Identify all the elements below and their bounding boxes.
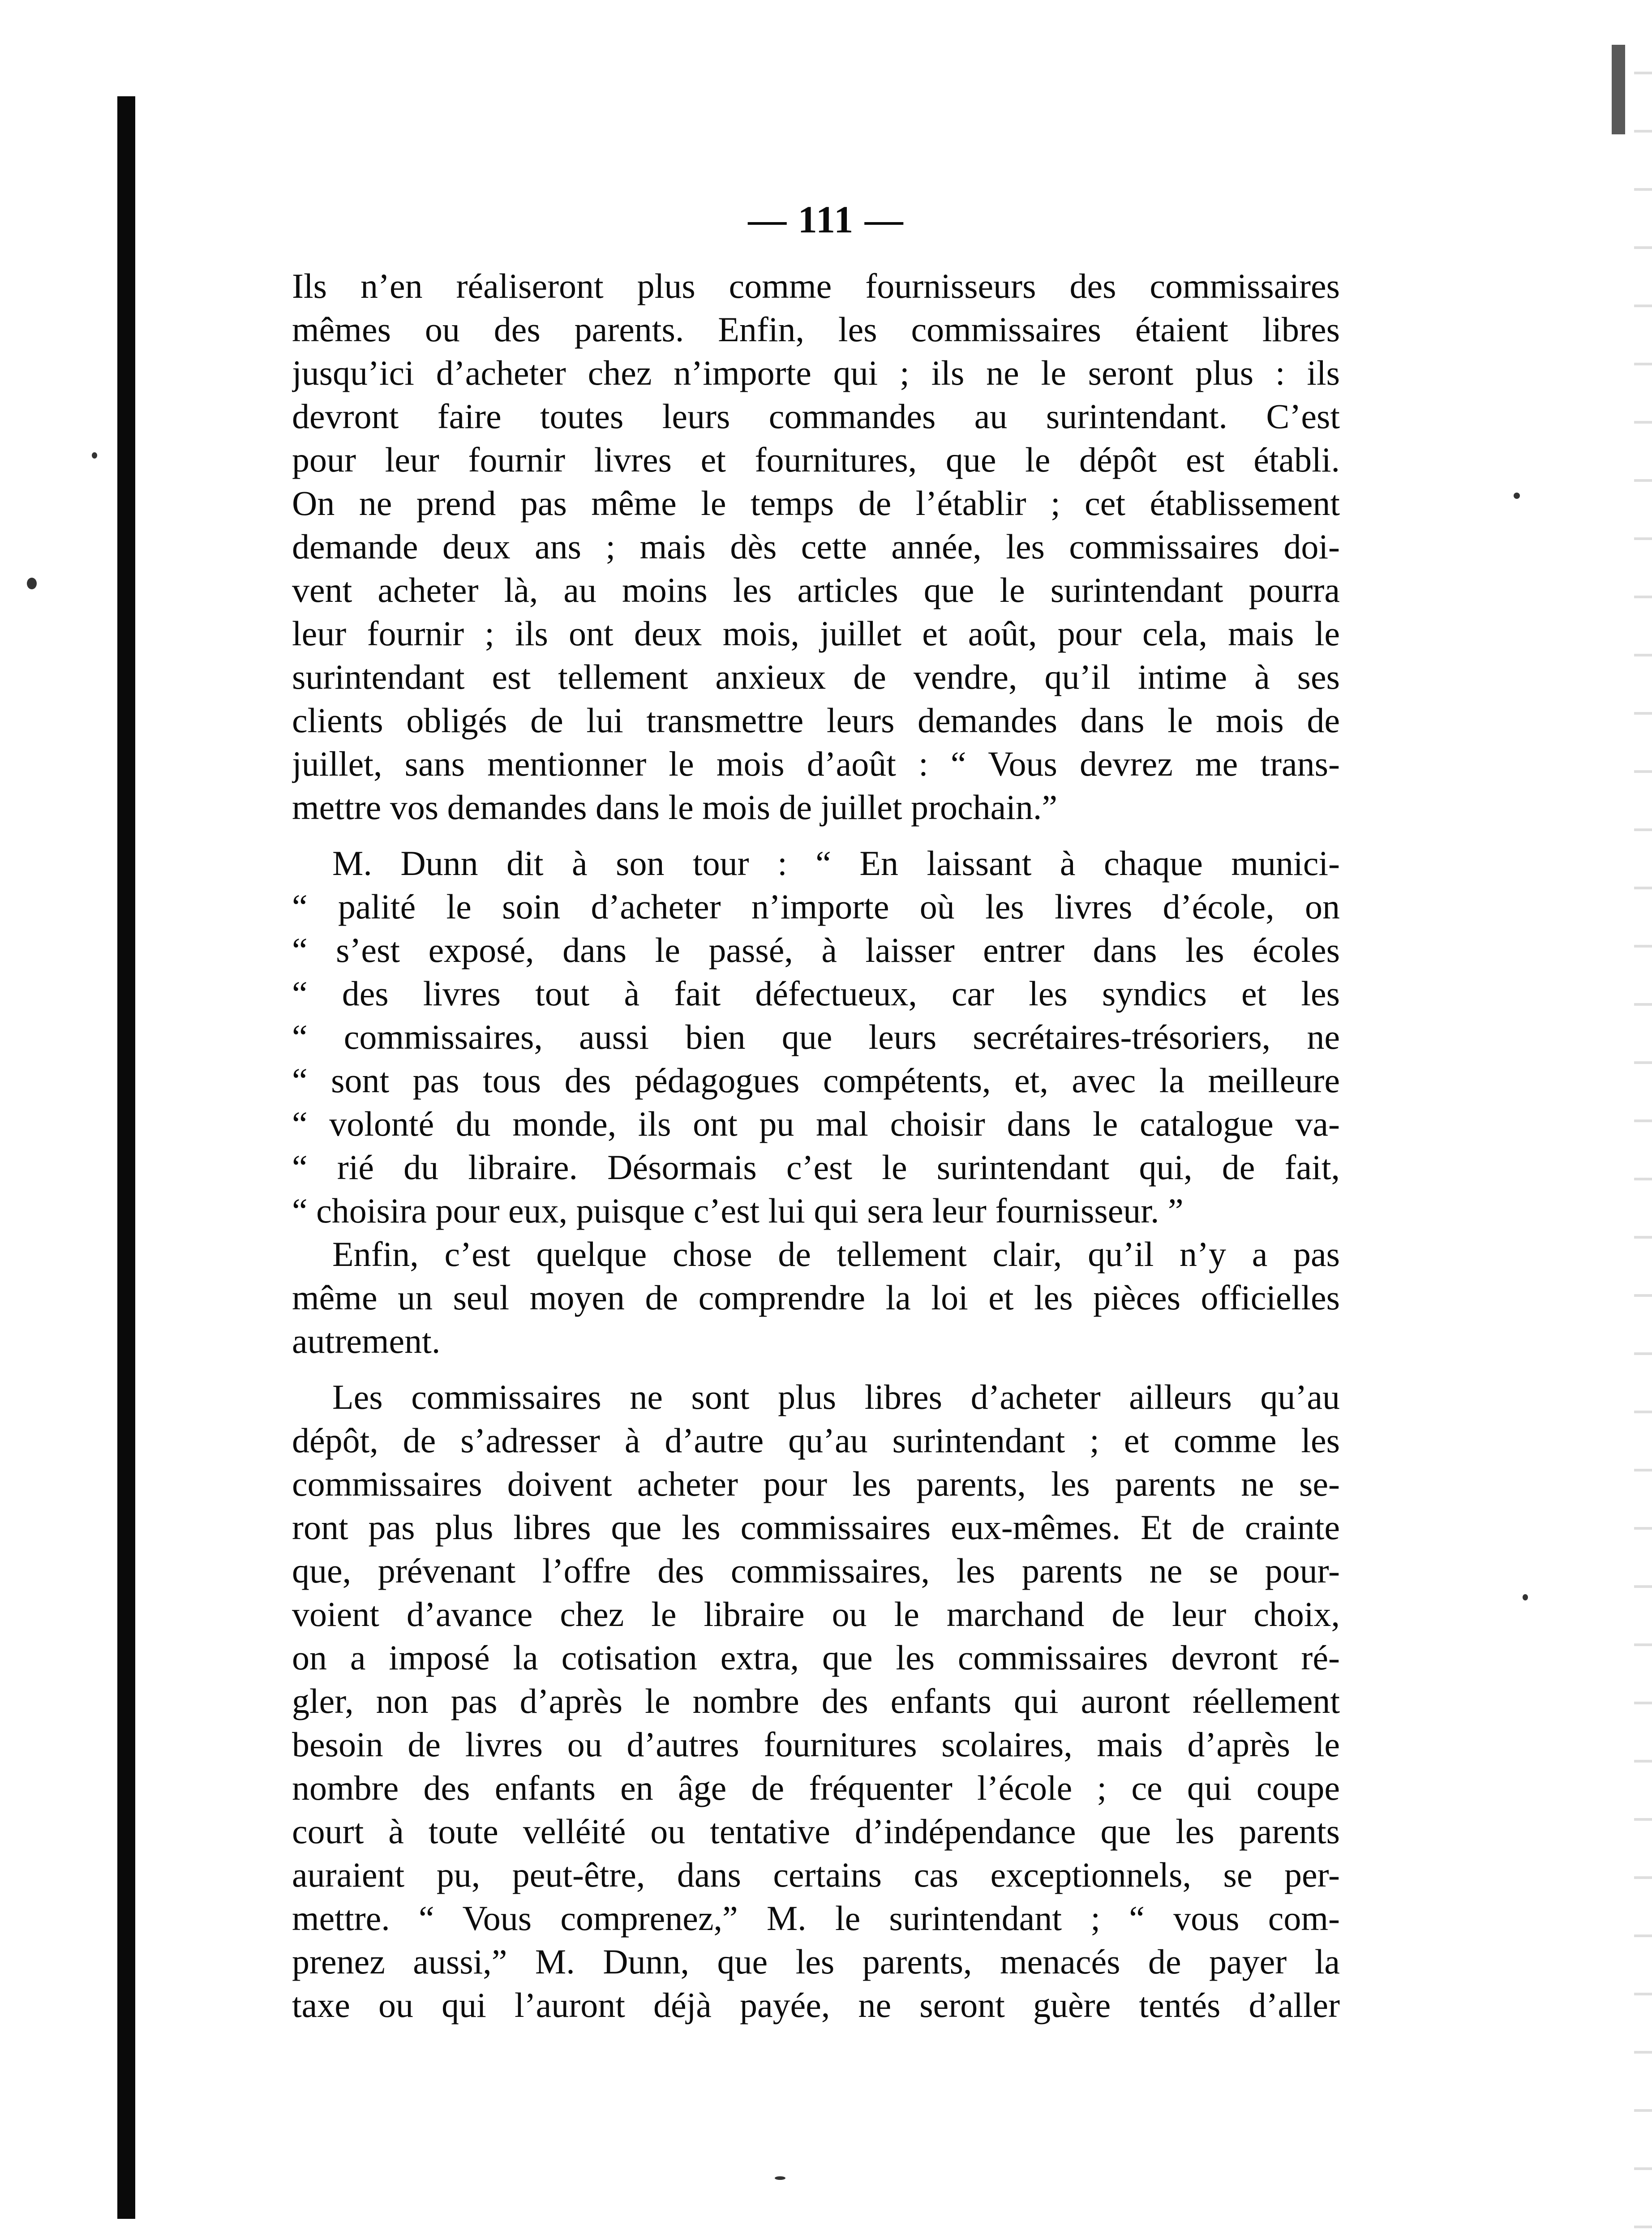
- text-line: même un seul moyen de comprendre la loi et les pièces officielles: [292, 1278, 1340, 1317]
- text-line: mettre vos demandes dans le mois de juillet prochain.”: [292, 788, 1058, 827]
- text-line: juillet, sans mentionner le mois d’août : “ Vous devrez me trans-: [292, 744, 1340, 783]
- scan-speck: [27, 578, 37, 589]
- text-line: surintendant est tellement anxieux de vendre, qu’il intime à ses: [292, 657, 1340, 696]
- text-line: jusqu’ici d’acheter chez n’importe qui ; ils ne le seront plus : ils: [292, 353, 1340, 392]
- text-line: “ commissaires, aussi bien que leurs secrétaires-trésoriers, ne: [292, 1017, 1340, 1056]
- scan-speck: [92, 452, 97, 459]
- text-line: leur fournir ; ils ont deux mois, juillet et août, pour cela, mais le: [292, 614, 1340, 653]
- text-line: “ palité le soin d’acheter n’importe où les livres d’école, on: [292, 887, 1340, 926]
- scan-speck: [1523, 1594, 1528, 1600]
- text-line: demande deux ans ; mais dès cette année, les commissaires doi-: [292, 527, 1340, 566]
- text-line: que, prévenant l’offre des commissaires, les parents ne se pour-: [292, 1551, 1340, 1590]
- text-line: ront pas plus libres que les commissaires eux-mêmes. Et de crainte: [292, 1508, 1340, 1547]
- text-line: taxe ou qui l’auront déjà payée, ne seront guère tentés d’aller: [292, 1986, 1340, 2025]
- text-line: “ rié du libraire. Désormais c’est le surintendant qui, de fait,: [292, 1148, 1340, 1187]
- text-line: devront faire toutes leurs commandes au surintendant. C’est: [292, 397, 1340, 436]
- scan-speck: [775, 2176, 785, 2180]
- text-line: voient d’avance chez le libraire ou le marchand de leur choix,: [292, 1595, 1340, 1634]
- scan-binding-mark: [1612, 45, 1625, 134]
- text-line: Ils n’en réaliseront plus comme fournisseurs des commissaires: [292, 266, 1340, 305]
- text-line: “ choisira pour eux, puisque c’est lui qui sera leur fournisseur. ”: [292, 1191, 1184, 1230]
- text-line: M. Dunn dit à son tour : “ En laissant à chaque munici-: [332, 844, 1340, 883]
- text-line: commissaires doivent acheter pour les parents, les parents ne se-: [292, 1464, 1340, 1503]
- text-line: court à toute velléité ou tentative d’indépendance que les parents: [292, 1812, 1340, 1851]
- text-line: mettre. “ Vous comprenez,” M. le surintendant ; “ vous com-: [292, 1899, 1340, 1938]
- paragraph: [292, 264, 1340, 829]
- text-line: vent acheter là, au moins les articles que le surintendant pourra: [292, 570, 1340, 609]
- text-line: auraient pu, peut-être, dans certains cas exceptionnels, se per-: [292, 1855, 1340, 1894]
- text-line: besoin de livres ou d’autres fournitures scolaires, mais d’après le: [292, 1725, 1340, 1764]
- page-number: — 111 —: [748, 198, 904, 241]
- text-line: “ des livres tout à fait défectueux, car les syndics et les: [292, 974, 1340, 1013]
- scan-binding-edge: [1634, 45, 1652, 2239]
- text-line: nombre des enfants en âge de fréquenter l’école ; ce qui coupe: [292, 1768, 1340, 1807]
- text-line: “ volonté du monde, ils ont pu mal choisir dans le catalogue va-: [292, 1104, 1340, 1143]
- text-line: pour leur fournir livres et fournitures, que le dépôt est établi.: [292, 440, 1340, 479]
- text-line: “ sont pas tous des pédagogues compétents, et, avec la meilleure: [292, 1061, 1340, 1100]
- text-line: clients obligés de lui transmettre leurs demandes dans le mois de: [292, 701, 1340, 740]
- paragraph: [292, 1232, 1340, 1363]
- paragraph: [292, 841, 1340, 1232]
- text-line: Les commissaires ne sont plus libres d’acheter ailleurs qu’au: [332, 1377, 1340, 1416]
- text-line: “ s’est exposé, dans le passé, à laisser entrer dans les écoles: [292, 931, 1340, 969]
- text-line: gler, non pas d’après le nombre des enfants qui auront réellement: [292, 1681, 1340, 1720]
- body-text: [292, 264, 1340, 2027]
- paragraph: [292, 1375, 1340, 2027]
- text-line: On ne prend pas même le temps de l’établir ; cet établissement: [292, 484, 1340, 523]
- text-line: dépôt, de s’adresser à d’autre qu’au surintendant ; et comme les: [292, 1421, 1340, 1460]
- text-line: Enfin, c’est quelque chose de tellement clair, qu’il n’y a pas: [332, 1235, 1340, 1274]
- text-line: prenez aussi,” M. Dunn, que les parents, menacés de payer la: [292, 1942, 1340, 1981]
- text-line: on a imposé la cotisation extra, que les commissaires devront ré-: [292, 1638, 1340, 1677]
- text-line: mêmes ou des parents. Enfin, les commissaires étaient libres: [292, 310, 1340, 349]
- scan-speck: [1514, 493, 1520, 499]
- text-line: autrement.: [292, 1321, 441, 1360]
- scan-margin-bar: [117, 96, 135, 2219]
